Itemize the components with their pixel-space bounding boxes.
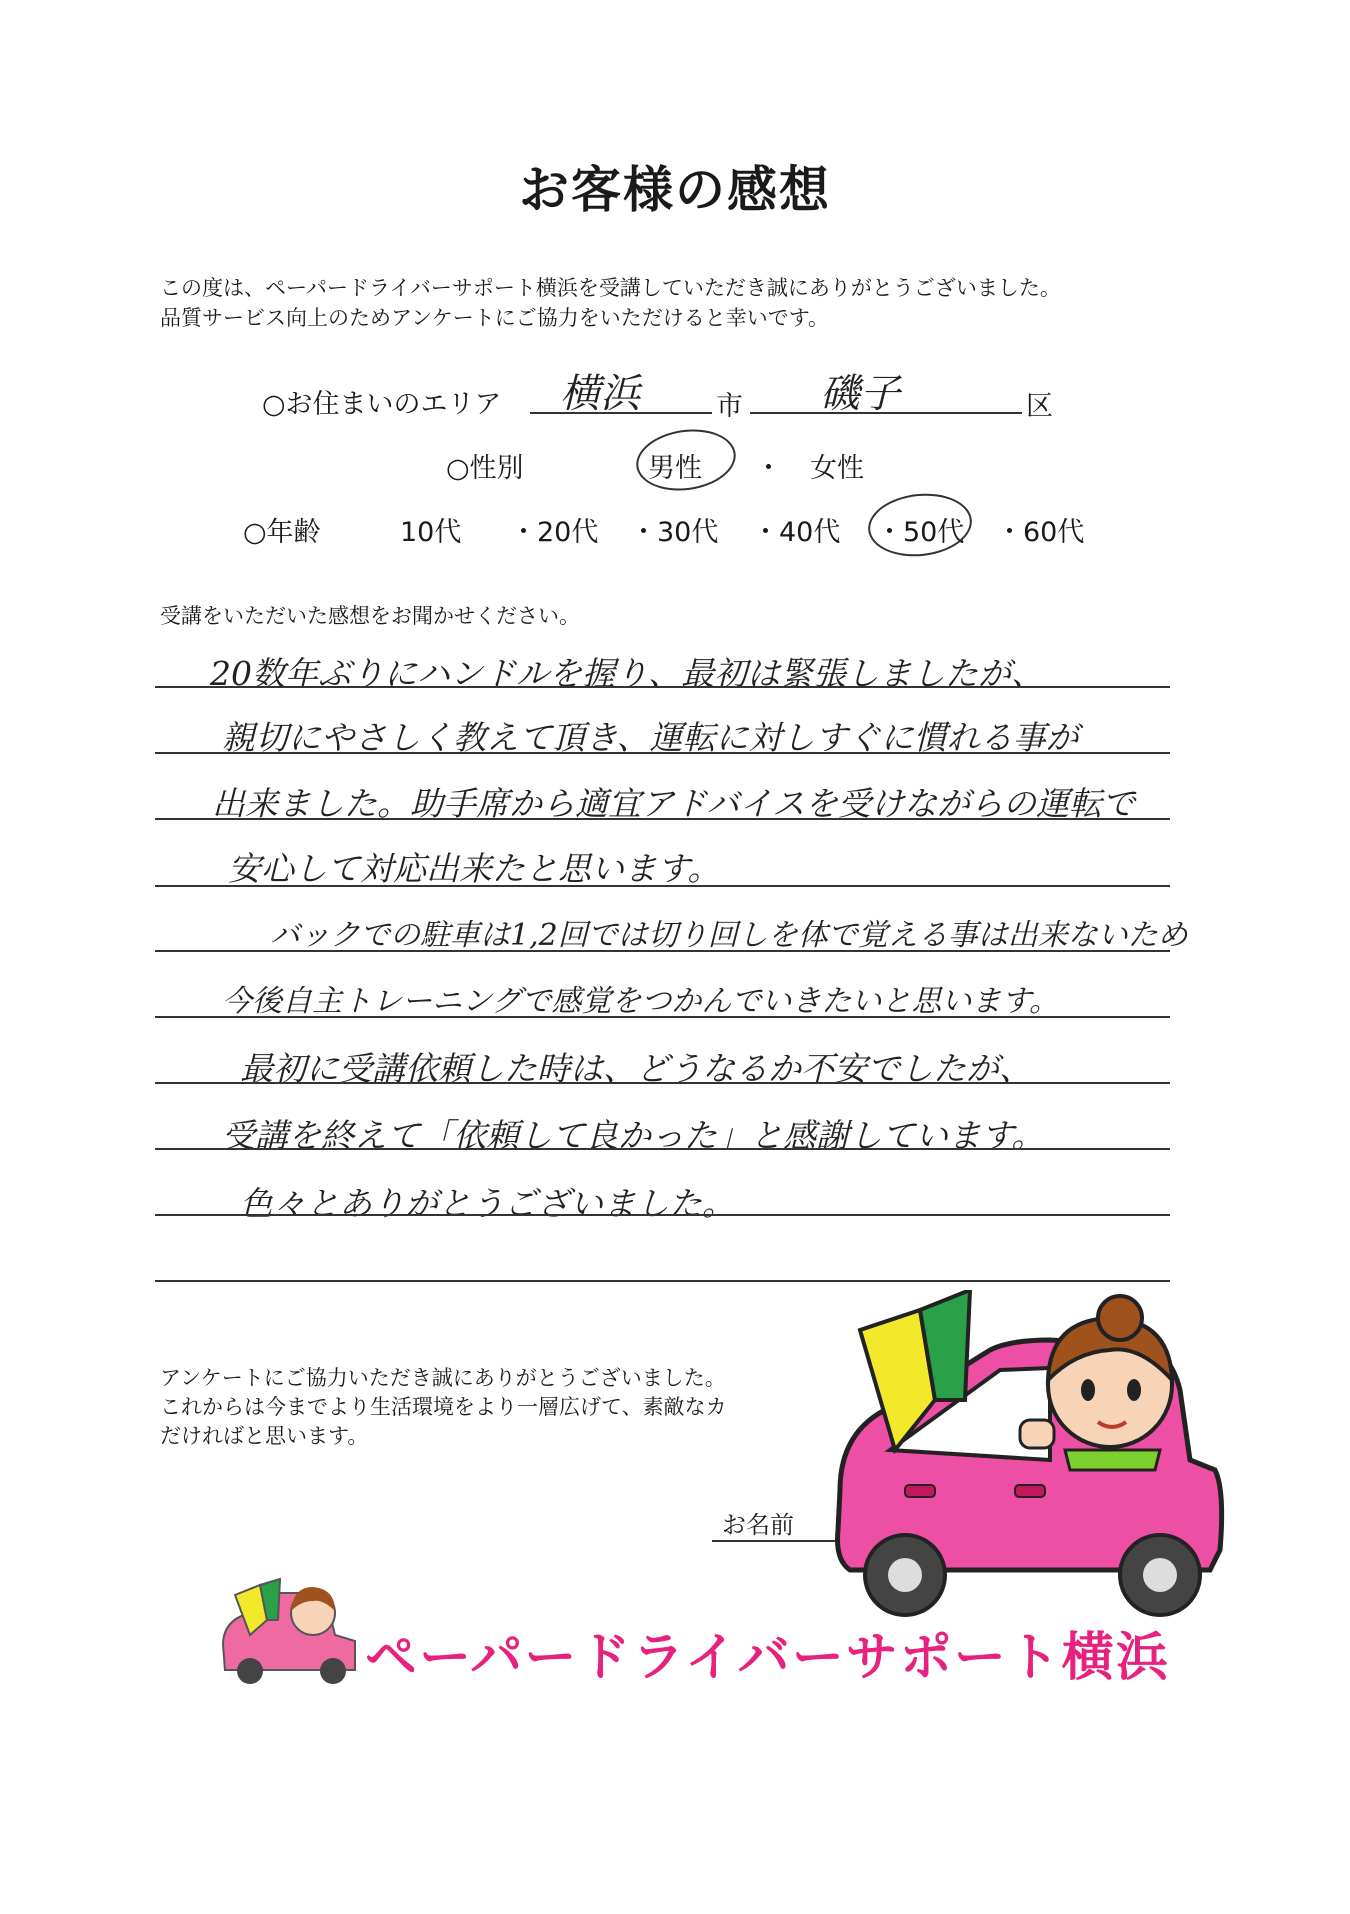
comment-line-4: 安心して対応出来たと思います。	[228, 849, 721, 888]
ruled-line	[155, 1148, 1170, 1150]
ward-value[interactable]: 磯子	[820, 371, 900, 417]
age-label: ○年齢	[243, 517, 321, 548]
city-value[interactable]: 横浜	[560, 371, 640, 417]
ruled-line	[155, 752, 1170, 754]
gender-separator: ・	[755, 453, 782, 484]
gender-label: ○性別	[446, 453, 524, 484]
gender-option-female[interactable]: 女性	[810, 453, 864, 484]
ruled-line	[155, 885, 1170, 887]
comment-line-3: 出来ました。助手席から適宜アドバイスを受けながらの運転で	[212, 784, 1136, 823]
mascot-car-illustration	[820, 1290, 1240, 1630]
ruled-line	[155, 1016, 1170, 1018]
age-selected-circle	[865, 489, 975, 562]
intro-line-2: 品質サービス向上のためアンケートにご協力をいただけると幸いです。	[160, 306, 830, 330]
intro-line-1: この度は、ペーパードライバーサポート横浜を受講していただき誠にありがとうございました。	[160, 276, 1061, 300]
comment-line-5: バックでの駐車は1,2回では切り回しを体で覚える事は出来ないため	[270, 918, 1188, 953]
age-option-40s[interactable]: ・40代	[752, 517, 841, 548]
footer-line-1: アンケートにご協力いただき誠にありがとうございました。	[160, 1366, 726, 1390]
gender-selected-circle	[632, 423, 739, 496]
area-label: ○お住まいのエリア	[262, 389, 502, 420]
comment-prompt: 受講をいただいた感想をお聞かせください。	[160, 604, 580, 628]
brand-name: ペーパードライバーサポート横浜	[365, 1628, 1170, 1688]
ward-suffix: 区	[1026, 391, 1053, 422]
comment-line-6: 今後自主トレーニングで感覚をつかんでいきたいと思います。	[222, 984, 1059, 1019]
comment-line-7: 最初に受講依頼した時は、どうなるか不安でしたが、	[240, 1049, 1032, 1088]
age-option-20s[interactable]: ・20代	[510, 517, 599, 548]
ruled-line	[155, 818, 1170, 820]
ruled-line	[155, 1280, 1170, 1282]
ruled-line	[155, 950, 1170, 952]
comment-line-9: 色々とありがとうございました。	[240, 1184, 735, 1223]
gender-option-male[interactable]: 男性	[648, 453, 702, 484]
page-title: お客様の感想	[519, 161, 831, 219]
age-option-10s[interactable]: 10代	[400, 517, 462, 548]
age-option-30s[interactable]: ・30代	[630, 517, 719, 548]
footer-line-2: これからは今までより生活環境をより一層広げて、素敵なカ	[160, 1395, 727, 1419]
name-label: お名前	[722, 1511, 794, 1539]
ruled-line	[155, 1214, 1170, 1216]
age-option-60s[interactable]: ・60代	[996, 517, 1085, 548]
age-option-50s[interactable]: ・50代	[876, 517, 965, 548]
comment-line-2: 親切にやさしく教えて頂き、運転に対しすぐに慣れる事が	[222, 718, 1079, 757]
footer-line-3: だければと思います。	[160, 1424, 369, 1448]
ruled-line	[155, 686, 1170, 688]
comment-line-1: 20数年ぶりにハンドルを握り、最初は緊張しましたが、	[210, 654, 1044, 693]
logo-car-icon	[215, 1575, 365, 1685]
ruled-line	[155, 1082, 1170, 1084]
comment-line-8: 受講を終えて「依頼して良かった」と感謝しています。	[222, 1116, 1045, 1155]
city-suffix: 市	[716, 391, 743, 422]
